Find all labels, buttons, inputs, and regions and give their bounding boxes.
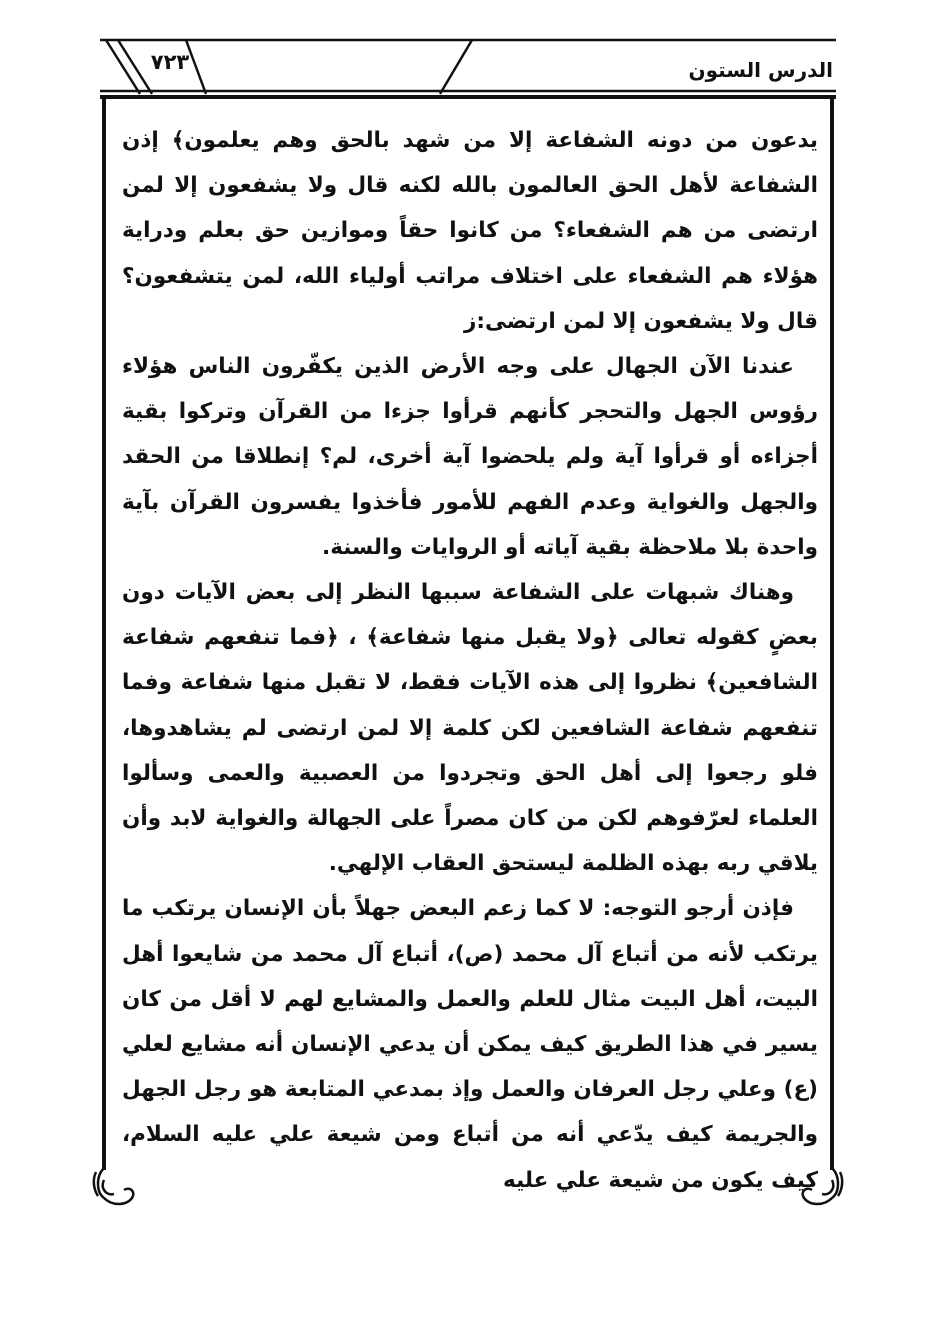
paragraph: فإذن أرجو التوجه: لا كما زعم البعض جهلاً بأن الإنسان يرتكب ما يرتكب لأنه من أتباع آل محمد (ص)، أتباع آل محمد من شايعوا أهل البيت، أهل البيت مثال للعلم والعمل والمشايع لهم لا أقل من كان يسير في هذا الطريق كيف يمكن أن يدعي الإنسان أنه مشايع لعلي (ع) وعلي رجل العرفان والعمل وإذ بمدعي المتابعة هو رجل الجهل والجريمة كيف يدّعي أنه من أتباع ومن شيعة علي عليه السلام، كيف يكون من شيعة علي عليه xyxy=(122,896,818,1193)
body-text xyxy=(122,118,818,1203)
running-title: الدرس الستون xyxy=(688,58,833,82)
header-middle-slant xyxy=(440,40,472,94)
paragraph: عندنا الآن الجهال على وجه الأرض الذين يكفّرون الناس هؤلاء رؤوس الجهل والتحجر كأنهم قرأوا جزءا من القرآن وتركوا بقية أجزاءه أو قرأوا آية ولم يلحضوا آية أخرى، لم؟ إنطلاقا من الحقد والجهل والغواية وعدم الفهم للأمور فأخذوا يفسرون القرآن بآية واحدة بلا ملاحظة بقية آياته أو الروايات والسنة. xyxy=(122,354,818,560)
paragraph: يدعون من دونه الشفاعة إلا من شهد بالحق وهم يعلمون﴾ إذن الشفاعة لأهل الحق العالمون بالله لكنه قال ولا يشفعون إلا لمن ارتضى من هم الشفعاء؟ من كانوا حقاً وموازين حق بعلم ودراية هؤلاء هم الشفعاء على اختلاف مراتب أولياء الله، لمن يتشفعون؟ قال ولا يشفعون إلا لمن ارتضى:ز xyxy=(122,128,818,334)
page-number: ٧٢٣ xyxy=(150,50,190,74)
paragraph: وهناك شبهات على الشفاعة سببها النظر إلى بعض الآيات دون بعضٍ كقوله تعالى ﴿ولا يقبل منها شفاعة﴾ ، ﴿فما تنفعهم شفاعة الشافعين﴾ نظروا إلى هذه الآيات فقط، لا تقبل منها شفاعة وفما تنفعهم شفاعة الشافعين لكن كلمة إلا لمن ارتضى لم يشاهدوها، فلو رجعوا إلى أهل الحق وتجردوا من العصبية والعمى وسألوا العلماء لعرّفوهم لكن من كان مصراً على الجهالة والغواية لابد وأن يلاقي ربه بهذه الظلمة ليستحق العقاب الإلهي. xyxy=(122,580,818,877)
